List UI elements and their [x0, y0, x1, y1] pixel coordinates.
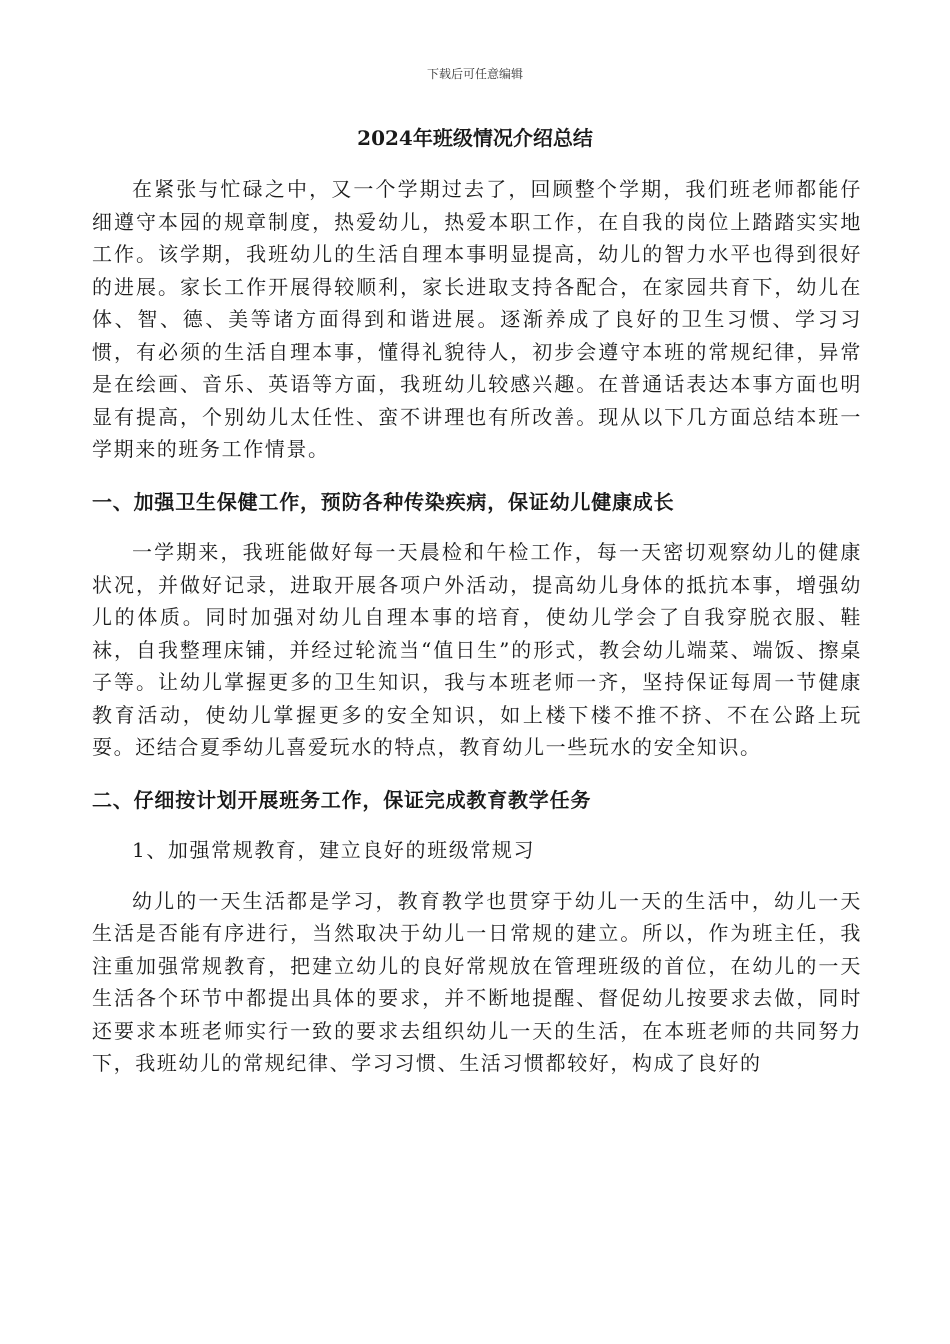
- spacer: [92, 764, 862, 784]
- spacer: [92, 816, 862, 834]
- section-2-paragraph: 幼儿的一天生活都是学习，教育教学也贯穿于幼儿一天的生活中，幼儿一天生活是否能有序进行，当然取决于幼儿一日常规的建立。所以，作为班主任，我注重加强常规教育，把建立幼儿的良好常规放在管理班级的首位，在幼儿的一天生活各个环节中都提出具体的要求，并不断地提醒、督促幼儿按要求去做，同时还要求本班老师实行一致的要求去组织幼儿一天的生活，在本班老师的共同努力下，我班幼儿的常规纪律、学习习惯、生活习惯都较好，构成了良好的: [92, 888, 862, 1075]
- spacer: [92, 466, 862, 486]
- section-1-heading: 一、加强卫生保健工作，预防各种传染疾病，保证幼儿健康成长: [92, 489, 675, 514]
- header-watermark: 下载后可任意编辑: [426, 67, 523, 81]
- document-body: [92, 173, 862, 1080]
- section-2-subheading: 1、加强常规教育，建立良好的班级常规习: [132, 838, 536, 862]
- spacer: [92, 518, 862, 536]
- intro-paragraph: 在紧张与忙碌之中，又一个学期过去了，回顾整个学期，我们班老师都能仔细遵守本园的规章制度，热爱幼儿，热爱本职工作，在自我的岗位上踏踏实实地工作。该学期，我班幼儿的生活自理本事明显提高，幼儿的智力水平也得到很好的进展。家长工作开展得较顺利，家长进取支持各配合，在家园共育下，幼儿在体、智、德、美等诸方面得到和谐进展。逐渐养成了良好的卫生习惯、学习习惯，有必须的生活自理本事，懂得礼貌待人，初步会遵守本班的常规纪律，异常是在绘画、音乐、英语等方面，我班幼儿较感兴趣。在普通话表达本事方面也明显有提高，个别幼儿太任性、蛮不讲理也有所改善。现从以下几方面总结本班一学期来的班务工作情景。: [92, 177, 862, 461]
- section-1-paragraph: 一学期来，我班能做好每一天晨检和午检工作，每一天密切观察幼儿的健康状况，并做好记录，进取开展各项户外活动，提高幼儿身体的抵抗本事，增强幼儿的体质。同时加强对幼儿自理本事的培育，使幼儿学会了自我穿脱衣服、鞋袜，自我整理床铺，并经过轮流当“值日生”的形式，教会幼儿端菜、端饭、擦桌子等。让幼儿掌握更多的卫生知识，我与本班老师一齐，坚持保证每周一节健康教育活动，使幼儿掌握更多的安全知识，如上楼下楼不推不挤、不在公路上玩耍。还结合夏季幼儿喜爱玩水的特点，教育幼儿一些玩水的安全知识。: [92, 540, 862, 759]
- section-2-heading: 二、仔细按计划开展班务工作，保证完成教育教学任务: [92, 787, 592, 812]
- spacer: [92, 867, 862, 885]
- page-title: 2024年班级情况介绍总结: [357, 126, 593, 150]
